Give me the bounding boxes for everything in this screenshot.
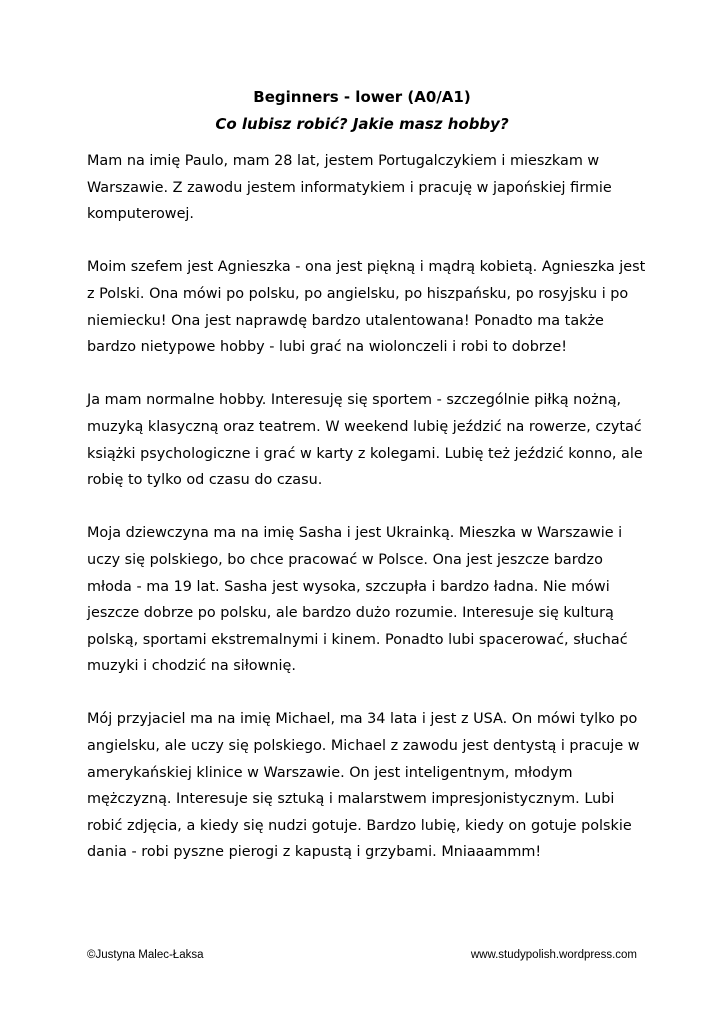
paragraph-paulo: Mam na imię Paulo, mam 28 lat, jestem Portugalczykiem i mieszkam w Warszawie. Z zawodu jestem informatykiem i pracuję w japońskiej firmie komputerowej. bbox=[87, 153, 612, 223]
footer-author: ©Justyna Malec-Łaksa bbox=[87, 949, 204, 961]
paragraph-michael: Mój przyjaciel ma na imię Michael, ma 34 lata i jest z USA. On mówi tylko po angielsku, ale uczy się polskiego. Michael z zawodu jest dentystą i pracuje w amerykańskiej klinice w Warszawie. On jest inteligentnym, młodym mężczyzną. Interesuje się sztuką i malarstwem impresjonistycznym. Lubi robić zdjęcia, a kiedy się nudzi gotuje. Bardzo lubię, kiedy on gotuje polskie dania - robi pyszne pierogi z kapustą i grzybami. Mniaaammm! bbox=[87, 711, 640, 861]
document-title: Beginners - lower (A0/A1) bbox=[253, 88, 471, 106]
paragraph-sasha: Moja dziewczyna ma na imię Sasha i jest Ukrainką. Mieszka w Warszawie i uczy się polskiego, bo chce pracować w Polsce. Ona jest jeszcze bardzo młoda - ma 19 lat. Sasha jest wysoka, szczupła i bardzo ładna. Nie mówi jeszcze dobrze po polsku, ale bardzo dużo rozumie. Interesuje się kulturą polską, sportami ekstremalnymi i kinem. Ponadto lubi spacerować, słuchać muzyki i chodzić na siłownię. bbox=[87, 525, 628, 675]
paragraph-hobby: Ja mam normalne hobby. Interesuję się sportem - szczególnie piłką nożną, muzyką klasyczną oraz teatrem. W weekend lubię jeździć na rowerze, czytać książki psychologiczne i grać w karty z kolegami. Lubię też jeździć konno, ale robię to tylko od czasu do czasu. bbox=[87, 392, 643, 489]
document-body bbox=[87, 148, 647, 893]
paragraph-agnieszka: Moim szefem jest Agnieszka - ona jest piękną i mądrą kobietą. Agnieszka jest z Polski. Ona mówi po polsku, po angielsku, po hiszpańsku, po rosyjsku i po niemiecku! Ona jest naprawdę bardzo utalentowana! Ponadto ma także bardzo nietypowe hobby - lubi grać na wiolonczeli i robi to dobrze! bbox=[87, 259, 646, 356]
footer-website: www.studypolish.wordpress.com bbox=[470, 949, 637, 961]
document-subtitle: Co lubisz robić? Jakie masz hobby? bbox=[215, 115, 509, 133]
